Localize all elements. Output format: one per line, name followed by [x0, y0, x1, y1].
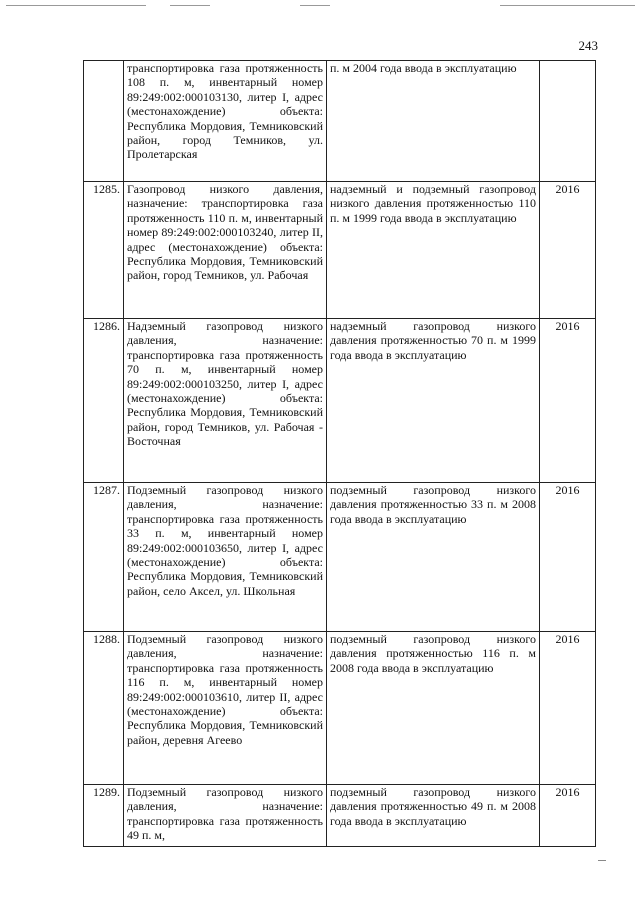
registration-year: 2016 — [540, 319, 596, 483]
object-characteristics: надземный и подземный газопровод низкого давления протяженностью 110 п. м 1999 года ввода в эксплуатацию — [327, 182, 540, 319]
registration-year: 2016 — [540, 632, 596, 785]
row-number: 1286. — [84, 319, 124, 483]
table-row — [84, 785, 596, 847]
row-number: 1289. — [84, 785, 124, 847]
table-row — [84, 632, 596, 785]
object-description: транспортировка газа протяженность 108 п. м, инвентарный номер 89:249:002:000103130, литер I, адрес (местонахождение) объекта: Республика Мордовия, Темниковский район, город Темников, ул. Пролетарская — [124, 61, 327, 182]
table-row — [84, 61, 596, 182]
row-number: 1288. — [84, 632, 124, 785]
scan-artifact-line — [0, 0, 640, 14]
object-characteristics: надземный газопровод низкого давления протяженностью 70 п. м 1999 года ввода в эксплуатацию — [327, 319, 540, 483]
object-description: Газопровод низкого давления, назначение: транспортировка газа протяженность 110 п. м, инвентарный номер 89:249:002:000103240, литер II, адрес (местонахождение) объекта: Республика Мордовия, Темниковский район, город Темников, ул. Рабочая — [124, 182, 327, 319]
row-number — [84, 61, 124, 182]
registration-year: 2016 — [540, 483, 596, 632]
page-number: 243 — [578, 38, 598, 53]
object-description: Надземный газопровод низкого давления, назначение: транспортировка газа протяженность 70 п. м, инвентарный номер 89:249:002:000103250, литер I, адрес (местонахождение) объекта: Республика Мордовия, Темниковский район, город Темников, ул. Рабочая - Восточная — [124, 319, 327, 483]
registration-year — [540, 61, 596, 182]
object-characteristics: подземный газопровод низкого давления протяженностью 33 п. м 2008 года ввода в эксплуатацию — [327, 483, 540, 632]
row-number: 1287. — [84, 483, 124, 632]
property-registry-table — [83, 60, 596, 847]
object-description: Подземный газопровод низкого давления, назначение: транспортировка газа протяженность 116 п. м, инвентарный номер 89:249:002:000103610, литер II, адрес (местонахождение) объекта: Республика Мордовия, Темниковский район, деревня Агеево — [124, 632, 327, 785]
registration-year: 2016 — [540, 785, 596, 847]
table-row — [84, 319, 596, 483]
table-row — [84, 483, 596, 632]
object-characteristics: п. м 2004 года ввода в эксплуатацию — [327, 61, 540, 182]
object-description: Подземный газопровод низкого давления, назначение: транспортировка газа протяженность 33 п. м, инвентарный номер 89:249:002:000103650, литер I, адрес (местонахождение) объекта: Республика Мордовия, Темниковский район, село Аксел, ул. Школьная — [124, 483, 327, 632]
scan-artifact-mark — [598, 860, 606, 861]
object-characteristics: подземный газопровод низкого давления протяженностью 116 п. м 2008 года ввода в эксплуатацию — [327, 632, 540, 785]
row-number: 1285. — [84, 182, 124, 319]
registration-year: 2016 — [540, 182, 596, 319]
object-characteristics: подземный газопровод низкого давления протяженностью 49 п. м 2008 года ввода в эксплуатацию — [327, 785, 540, 847]
table-row — [84, 182, 596, 319]
object-description: Подземный газопровод низкого давления, назначение: транспортировка газа протяженность 49 п. м, — [124, 785, 327, 847]
